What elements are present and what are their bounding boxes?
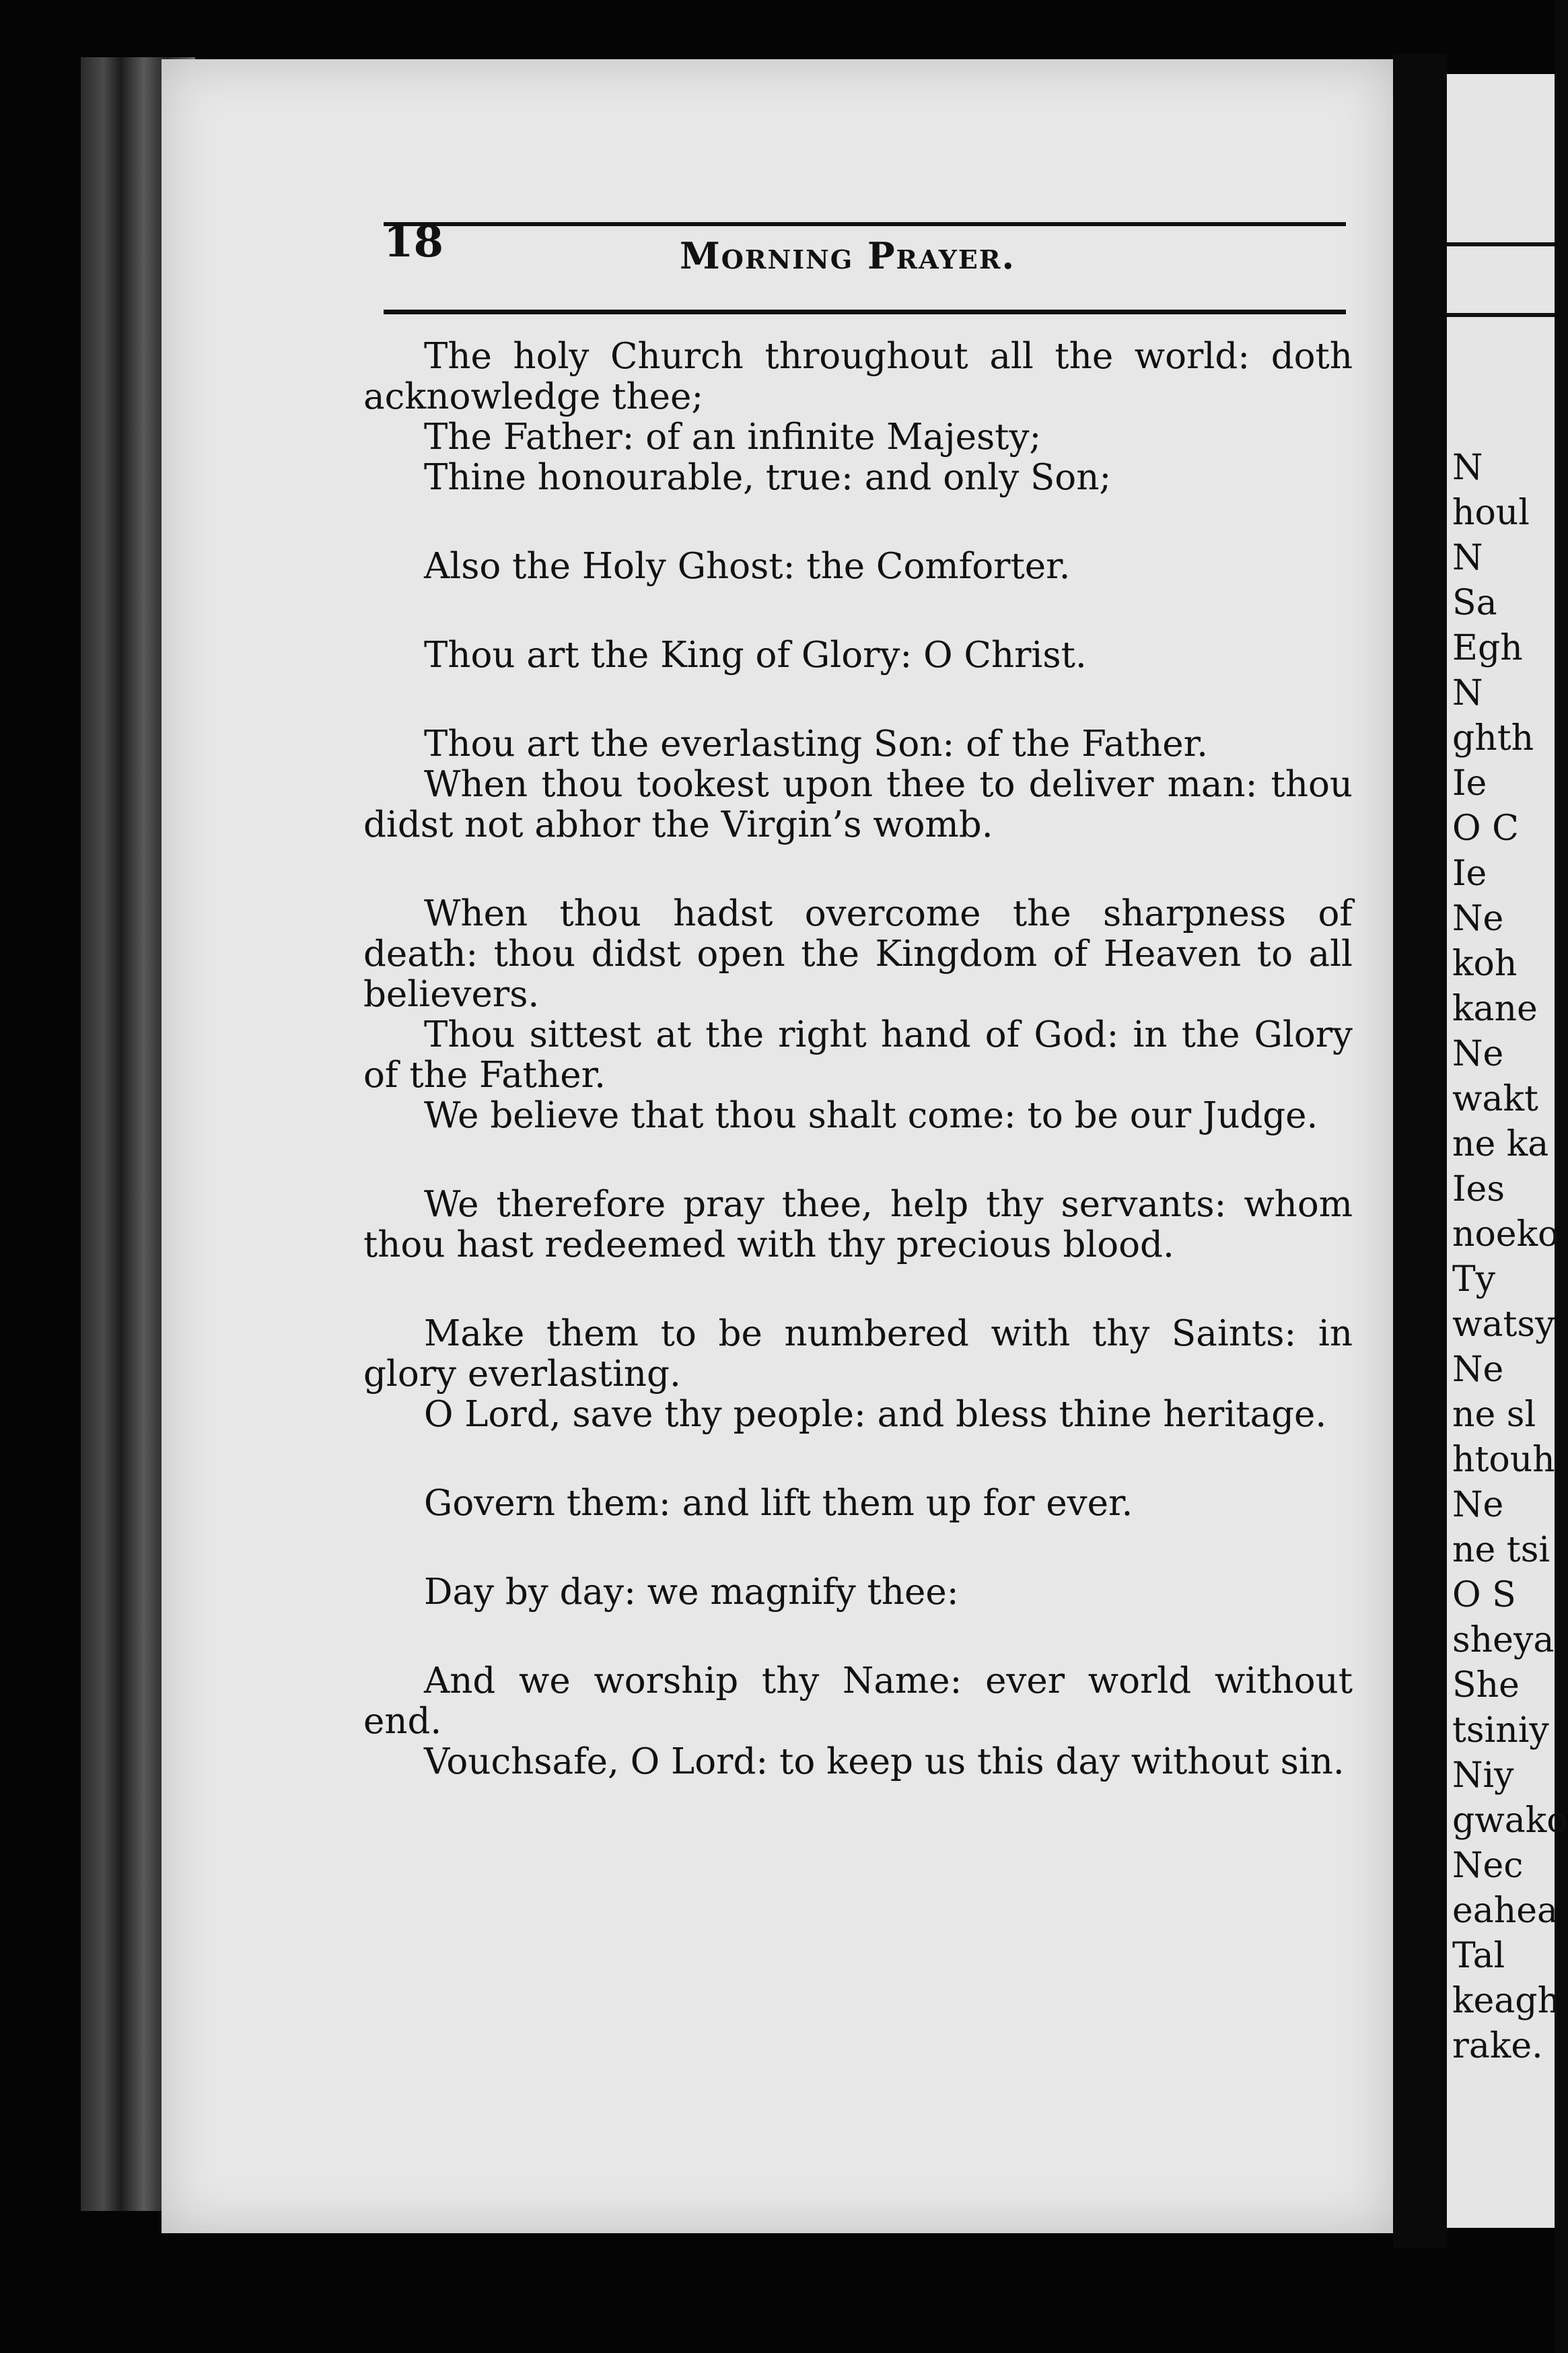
- facing-line: eahea: [1452, 1891, 1559, 1931]
- verse-vouchsafe: Vouchsafe, O Lord: to keep us this day without sin.: [424, 1741, 1345, 1782]
- facing-line: Ne: [1452, 1349, 1504, 1390]
- verse-church: The holy Church throughout all the world: doth acknowledge thee;: [363, 336, 1353, 417]
- facing-line: Ie: [1452, 763, 1487, 804]
- facing-line: rake.: [1452, 2026, 1543, 2066]
- verse-govern-them: Govern them: and lift them up for ever.: [424, 1483, 1133, 1524]
- verse-right-hand: Thou sittest at the right hand of God: in the Glory of the Father.: [363, 1014, 1353, 1096]
- verse-day-by-day: Day by day: we magnify thee:: [424, 1572, 959, 1613]
- prayer-text: [363, 337, 1353, 1782]
- header-bottom-rule: [384, 310, 1346, 314]
- facing-line: watsy: [1452, 1304, 1555, 1345]
- facing-page-fragment: [1447, 74, 1568, 2228]
- facing-line: O S: [1452, 1575, 1516, 1615]
- verse-holy-ghost: Also the Holy Ghost: the Comforter.: [424, 546, 1071, 587]
- page-number: 18: [384, 217, 444, 267]
- verse-worship-name: And we worship thy Name: ever world without end.: [363, 1660, 1353, 1742]
- facing-line: htouh: [1452, 1440, 1555, 1480]
- facing-line: N: [1452, 673, 1483, 713]
- verse-save-people: O Lord, save thy people: and bless thine heritage.: [424, 1394, 1327, 1435]
- verse-overcome-death: When thou hadst overcome the sharpness of death: thou didst open the Kingdom of Heaven to all believers.: [363, 893, 1353, 1015]
- facing-line: N: [1452, 448, 1483, 488]
- verse-judge: We believe that thou shalt come: to be our Judge.: [424, 1095, 1318, 1136]
- facing-line: ne ka: [1452, 1124, 1549, 1164]
- verse-help-servants: We therefore pray thee, help thy servants: whom thou hast redeemed with thy precious blood.: [363, 1184, 1353, 1265]
- facing-line: Ie: [1452, 853, 1487, 894]
- running-header: [384, 202, 1346, 316]
- facing-line: sheya: [1452, 1620, 1555, 1660]
- facing-line: Ne: [1452, 899, 1504, 939]
- facing-line: noeko: [1452, 1214, 1559, 1255]
- facing-line: Ne: [1452, 1485, 1504, 1525]
- facing-line: N: [1452, 538, 1483, 578]
- facing-line: Niy: [1452, 1755, 1514, 1796]
- facing-page-text: [1452, 446, 1568, 2069]
- facing-line: ghth: [1452, 718, 1534, 759]
- verse-son: Thine honourable, true: and only Son;: [424, 457, 1112, 498]
- facing-line: kane: [1452, 989, 1538, 1029]
- facing-line: ne tsi: [1452, 1530, 1551, 1570]
- facing-line: tsiniy: [1452, 1710, 1549, 1751]
- facing-line: Ne: [1452, 1034, 1504, 1074]
- verse-saints: Make them to be numbered with thy Saints: in glory everlasting.: [363, 1313, 1353, 1395]
- facing-line: Ty: [1452, 1259, 1496, 1300]
- facing-line: Nec: [1452, 1846, 1524, 1886]
- verse-deliver-man: When thou tookest upon thee to deliver man: thou didst not abhor the Virgin’s womb.: [363, 764, 1353, 845]
- facing-line: wakt: [1452, 1079, 1538, 1119]
- header-top-rule: [384, 222, 1346, 226]
- book-gutter: [1393, 54, 1447, 2248]
- facing-line: O C: [1452, 808, 1519, 849]
- facing-line: Ies: [1452, 1169, 1505, 1209]
- page-title: Morning Prayer.: [680, 234, 1016, 277]
- facing-line: Egh: [1452, 628, 1523, 668]
- verse-father: The Father: of an infinite Majesty;: [424, 417, 1042, 458]
- facing-top-rule: [1447, 242, 1555, 246]
- facing-line: gwako: [1452, 1800, 1568, 1841]
- facing-line: koh: [1452, 944, 1518, 984]
- facing-line: Sa: [1452, 583, 1497, 623]
- facing-line: houl: [1452, 493, 1530, 533]
- facing-line: Tal: [1452, 1936, 1505, 1976]
- facing-bottom-rule: [1447, 313, 1555, 317]
- facing-line: keagh: [1452, 1981, 1561, 2021]
- verse-everlasting-son: Thou art the everlasting Son: of the Father.: [424, 724, 1209, 765]
- facing-line: She: [1452, 1665, 1520, 1706]
- verse-king-of-glory: Thou art the King of Glory: O Christ.: [424, 635, 1087, 676]
- facing-line: ne sl: [1452, 1395, 1536, 1435]
